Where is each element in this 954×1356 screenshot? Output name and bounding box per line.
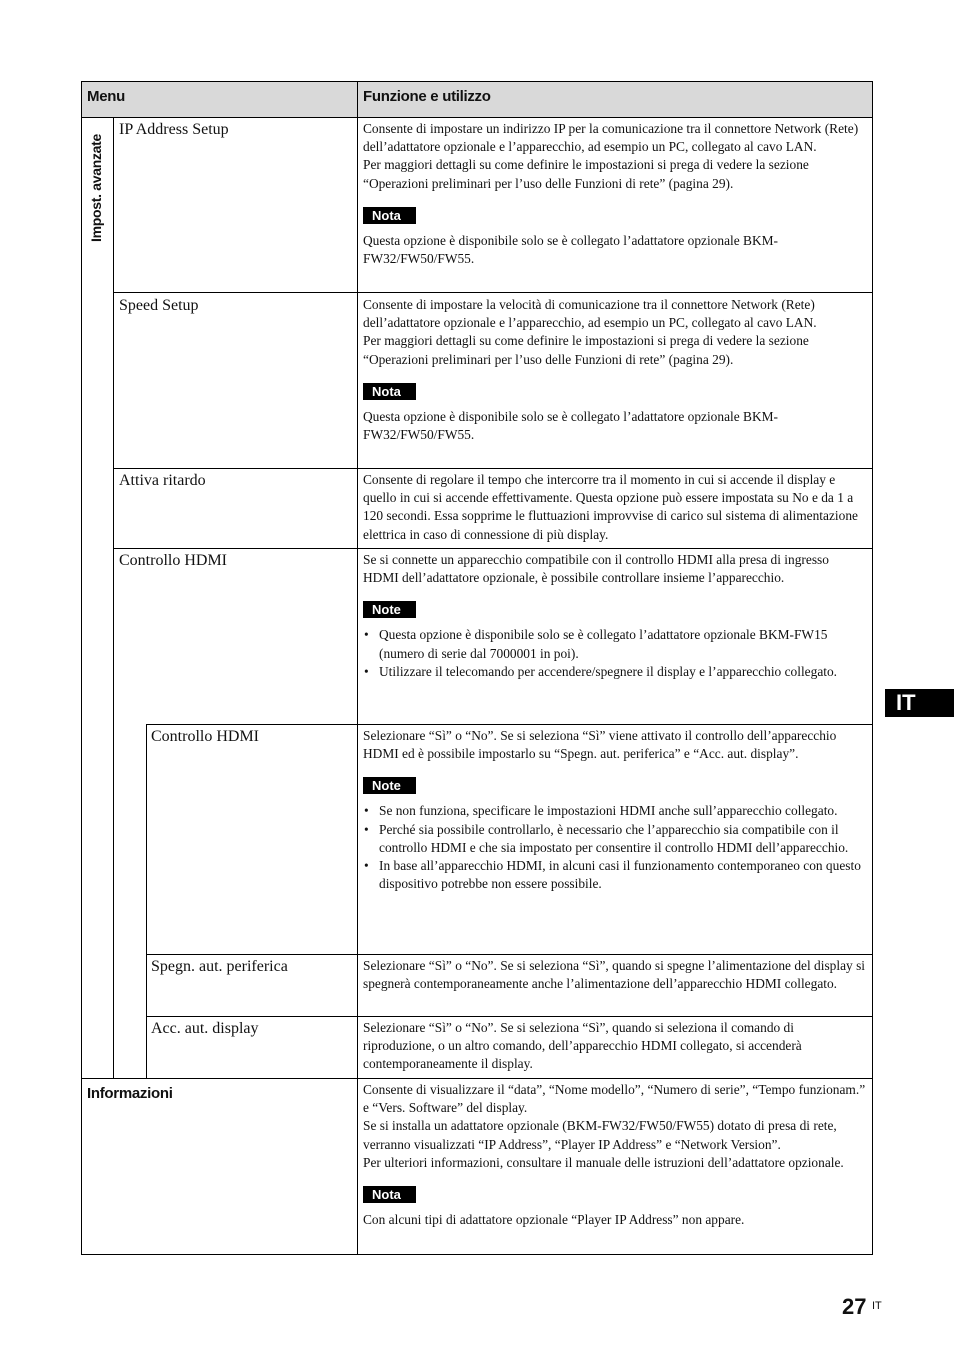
desc-paragraph: Selezionare “Sì” o “No”. Se si seleziona “Sì”, quando si spegne l’alimentazione del display si spegnerà contemporaneamente anche l’alimentazione dell’apparecchio HDMI collegato. <box>363 958 865 992</box>
menu-item-controllo-hdmi: Controllo HDMI <box>119 552 227 569</box>
note-badge: Nota <box>363 1186 416 1203</box>
desc-paragraph: Consente di visualizzare il “data”, “Nome modello”, “Numero di serie”, “Tempo funzionam.” e “Vers. Software” del display. <box>363 1082 866 1116</box>
note-badge: Note <box>363 601 416 618</box>
desc-paragraph: Per ulteriori informazioni, consultare il manuale delle istruzioni dell’adattatore opzionale. <box>363 1154 844 1170</box>
desc-speed-setup <box>363 296 867 444</box>
note-bullet: • Questa opzione è disponibile solo se è collegato l’adattatore opzionale BKM-FW15 (numero di serie dal 7000001 in poi). <box>363 626 867 662</box>
note-list <box>363 626 867 681</box>
menu-item-speed-setup: Speed Setup <box>119 297 199 314</box>
desc-paragraph: Se si installa un adattatore opzionale (BKM-FW32/FW50/FW55) dotato di presa di rete, verranno visualizzati “IP Address”, “Player IP Address” e “Network Version”. <box>363 1118 837 1152</box>
note-text: Questa opzione è disponibile solo se è collegato l’adattatore opzionale BKM-FW32/FW50/FW55. <box>363 232 778 267</box>
page-language: IT <box>872 1300 882 1312</box>
desc-paragraph: Se si connette un apparecchio compatibile con il controllo HDMI alla presa di ingresso HDMI dell’adattatore opzionale, è possibile controllare insieme l’apparecchio. <box>363 552 829 586</box>
desc-spegn-aut-periferica <box>363 957 867 993</box>
desc-paragraph: Per maggiori dettagli su come definire le impostazioni si prega di vedere la sezione “Operazioni preliminari per l’uso delle Funzioni di rete” (pagina 29). <box>363 333 809 367</box>
note-bullet: • In base all’apparecchio HDMI, in alcuni casi il funzionamento contemporaneo con questo dispositivo potrebbe non essere possibile. <box>363 857 867 893</box>
note-bullet: • Se non funziona, specificare le impostazioni HDMI anche sull’apparecchio collegato. <box>363 802 867 820</box>
desc-paragraph: Consente di impostare un indirizzo IP per la comunicazione tra il connettore Network (Rete) dell’adattatore opzionale e l’apparecchio, ad esempio un PC, collegato al cavo LAN. <box>363 121 859 155</box>
desc-attiva-ritardo <box>363 471 867 544</box>
menu-informazioni: Informazioni <box>87 1085 173 1102</box>
desc-paragraph: Selezionare “Sì” o “No”. Se si seleziona “Sì”, quando si seleziona il comando di riproduzione, o un altro comando, dell’apparecchio HDMI collegato, si accenderà contemporaneamente il display. <box>363 1020 802 1072</box>
menu-item-attiva-ritardo: Attiva ritardo <box>119 472 206 489</box>
language-side-tab: IT <box>885 689 954 717</box>
header-function: Funzione e utilizzo <box>363 88 491 105</box>
note-text: Questa opzione è disponibile solo se è collegato l’adattatore opzionale BKM-FW32/FW50/FW55. <box>363 408 778 443</box>
note-list <box>363 802 867 893</box>
desc-paragraph: Consente di impostare la velocità di comunicazione tra il connettore Network (Rete) dell’adattatore opzionale e l’apparecchio, ad esempio un PC, collegato al cavo LAN. <box>363 297 817 331</box>
desc-controllo-hdmi <box>363 551 867 681</box>
submenu-item-spegn-aut-periferica: Spegn. aut. periferica <box>151 958 288 975</box>
note-bullet: • Utilizzare il telecomando per accendere/spegnere il display e l’apparecchio collegato. <box>363 663 867 681</box>
group-label-advanced: Impost. avanzate <box>88 133 104 242</box>
menu-item-ip-address-setup: IP Address Setup <box>119 121 229 138</box>
desc-informazioni <box>363 1081 867 1229</box>
desc-ip-address-setup <box>363 120 867 268</box>
desc-paragraph: Selezionare “Sì” o “No”. Se si seleziona “Sì” viene attivato il controllo dell’apparecchio HDMI ed è possibile impostarlo su “Spegn. aut. periferica” e “Acc. aut. display”. <box>363 728 837 762</box>
note-badge: Nota <box>363 383 416 400</box>
desc-acc-aut-display <box>363 1019 867 1074</box>
note-badge: Nota <box>363 207 416 224</box>
desc-sub-controllo-hdmi <box>363 727 867 893</box>
submenu-item-controllo-hdmi: Controllo HDMI <box>151 728 259 745</box>
note-text: Con alcuni tipi di adattatore opzionale “Player IP Address” non appare. <box>363 1212 745 1228</box>
note-badge: Note <box>363 777 416 794</box>
submenu-item-acc-aut-display: Acc. aut. display <box>151 1020 259 1037</box>
header-menu: Menu <box>87 88 125 105</box>
desc-paragraph: Consente di regolare il tempo che intercorre tra il momento in cui si accende il display e quello in cui si accende effettivamente. Questa opzione può essere impostata su No e da 1 a 120 secondi. Essa sopprime le fluttuazioni improvvise di carico sul sistema di alimentazione elettrica in caso di connessione di più display. <box>363 472 858 542</box>
page-number: 27 <box>842 1294 867 1319</box>
note-bullet: • Perché sia possibile controllarlo, è necessario che l’apparecchio sia compatibile con il controllo HDMI e che sia impostato per consentire il controllo HDMI dell’apparecchio. <box>363 821 867 857</box>
desc-paragraph: Per maggiori dettagli su come definire le impostazioni si prega di vedere la sezione “Operazioni preliminari per l’uso delle Funzioni di rete” (pagina 29). <box>363 157 809 191</box>
